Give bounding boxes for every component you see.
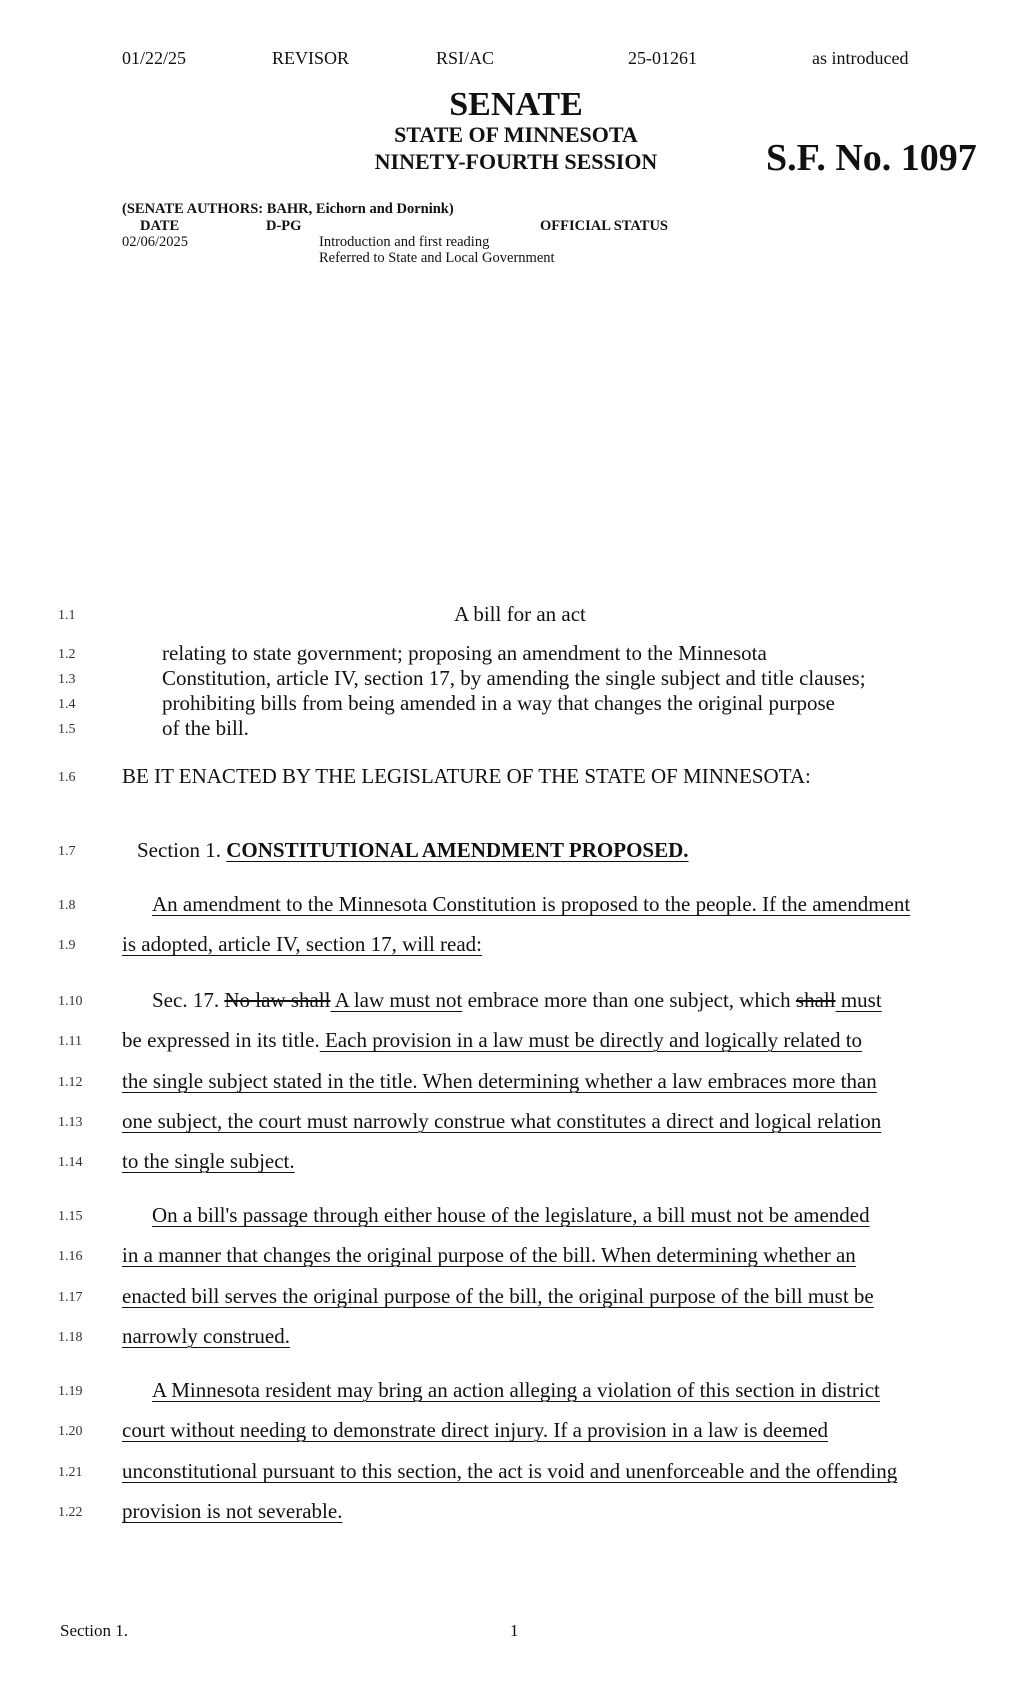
line-number: 1.5 [58,722,76,737]
body-line [122,1499,342,1524]
inserted-text: A law must not [330,988,463,1012]
struck-text: shall [795,988,836,1012]
header-drafter: RSI/AC [436,48,495,68]
inserted-text: narrowly construed. [122,1324,290,1348]
inserted-text: On a bill's passage through either house of the legislature, a bill must not be amended [152,1203,870,1227]
body-line [122,1418,828,1443]
status-col-official: OFFICIAL STATUS [540,218,668,234]
title-line: Constitution, article IV, section 17, by amending the single subject and title clauses; [162,666,866,690]
line-number: 1.17 [58,1290,83,1305]
inserted-text: one subject, the court must narrowly construe what constitutes a direct and logical relation [122,1109,882,1133]
title-line: prohibiting bills from being amended in a way that changes the original purpose [162,691,836,715]
line-number: 1.2 [58,647,76,662]
body-text: embrace more than one subject, which [462,988,796,1012]
struck-text: No law shall [224,988,331,1012]
line-number: 1.12 [58,1075,83,1090]
inserted-text: court without needing to demonstrate direct injury. If a provision in a law is deemed [122,1418,829,1442]
line-number: 1.1 [58,608,76,623]
line-number: 1.22 [58,1505,83,1520]
inserted-text: the single subject stated in the title. When determining whether a law embraces more than [122,1069,877,1093]
title-line: relating to state government; proposing an amendment to the Minnesota [162,641,767,665]
status-row-date: 02/06/2025 [122,234,189,250]
line-number: 1.20 [58,1424,83,1439]
body-line [122,1069,877,1094]
body-line [122,932,482,957]
body-line [152,1378,880,1403]
inserted-text: must [835,988,882,1012]
body-line [122,1284,874,1309]
body-text: An amendment to the Minnesota Constitution is proposed to the people. If the amendment [152,892,911,916]
chamber-title: SENATE [449,86,583,123]
header-status: as introduced [812,48,909,68]
body-line [122,1028,862,1053]
header-date: 01/22/25 [122,48,187,68]
header-office: REVISOR [272,48,350,68]
line-number: 1.10 [58,994,83,1009]
inserted-text: provision is not severable. [122,1499,343,1523]
status-row-action-2: Referred to State and Local Government [319,250,555,266]
line-number: 1.19 [58,1384,83,1399]
body-line [152,1203,870,1228]
line-number: 1.8 [58,898,76,913]
body-line [122,1459,897,1484]
session-title: NINETY-FOURTH SESSION [374,149,658,174]
line-number: 1.9 [58,938,76,953]
body-text: is adopted, article IV, section 17, will read: [122,932,483,956]
footer-section: Section 1. [60,1621,128,1640]
body-line [152,892,910,917]
line-number: 1.16 [58,1249,83,1264]
bill-heading: A bill for an act [454,602,586,626]
body-text: Sec. 17. [152,988,225,1012]
line-number: 1.21 [58,1465,83,1480]
enacting-clause: BE IT ENACTED BY THE LEGISLATURE OF THE STATE OF MINNESOTA: [122,764,811,788]
inserted-text: to the single subject. [122,1149,295,1173]
body-line [122,1109,881,1134]
status-col-date: DATE [140,218,180,234]
inserted-text: enacted bill serves the original purpose of the bill, the original purpose of the bill must be [122,1284,874,1308]
line-number: 1.14 [58,1155,83,1170]
section-title: CONSTITUTIONAL AMENDMENT PROPOSED. [226,838,689,862]
bill-number: S.F. No. 1097 [766,137,977,179]
line-number: 1.13 [58,1115,83,1130]
status-row-action-1: Introduction and first reading [319,234,490,250]
line-number: 1.18 [58,1330,83,1345]
status-col-dpg: D-PG [266,218,302,234]
inserted-text: Each provision in a law must be directly and logically related to [319,1028,863,1052]
inserted-text: A Minnesota resident may bring an action alleging a violation of this section in district [152,1378,880,1402]
line-number: 1.11 [58,1034,82,1049]
state-title: STATE OF MINNESOTA [394,122,638,147]
section-heading [137,838,689,863]
title-line: of the bill. [162,716,249,740]
line-number: 1.4 [58,697,76,712]
page-number: 1 [510,1621,519,1640]
line-number: 1.7 [58,844,76,859]
line-number: 1.15 [58,1209,83,1224]
senate-authors: (SENATE AUTHORS: BAHR, Eichorn and Dornink) [122,201,454,217]
inserted-text: unconstitutional pursuant to this section, the act is void and unenforceable and the offending [122,1459,898,1483]
body-text: be expressed in its title. [122,1028,320,1052]
line-number: 1.6 [58,770,76,785]
body-line [122,1149,295,1174]
body-line [122,1243,856,1268]
body-line [152,988,882,1013]
header-doc-number: 25-01261 [628,48,697,68]
line-number: 1.3 [58,672,76,687]
inserted-text: in a manner that changes the original purpose of the bill. When determining whether an [122,1243,856,1267]
section-label: Section 1. [137,838,227,862]
body-line [122,1324,290,1349]
